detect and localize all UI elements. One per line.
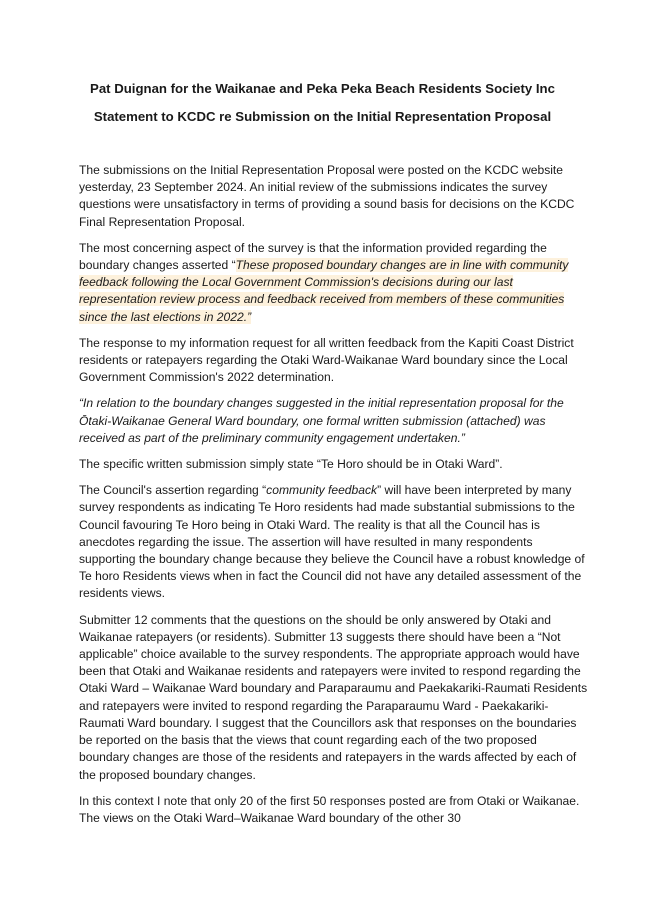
document-title: Pat Duignan for the Waikanae and Peka Peka Beach Residents Society Inc xyxy=(90,81,555,96)
paragraph-council-response-quote: “In relation to the boundary changes suggested in the initial representation proposal for the Ōtaki-Waikanae General Ward boundary, one formal written submission (attached) was received as part of the preliminary community engagement undertaken.” xyxy=(79,396,564,445)
paragraph-survey-concern-lead: The most concerning aspect of the survey is that the information provided regarding the boundary changes asserted “ xyxy=(79,240,547,273)
paragraph-council-assertion-rest: ” will have been interpreted by many survey respondents as indicating Te Horo residents had made substantial submissions to the Council favouring Te Horo being in Otaki Ward. The reality is that all the Council has is anecdotes regarding the issue. The assertion will have resulted in many respondents supporting the boundary change because they believe the Council have a robust knowledge of Te horo Residents views when in fact the Council did not have any detailed assessment of the residents views. xyxy=(79,483,585,601)
paragraph-survey-concern xyxy=(79,240,589,326)
paragraph-context: In this context I note that only 20 of the first 50 responses posted are from Otaki or Waikanae. The views on the Otaki Ward–Waikanae Ward boundary of the other 30 xyxy=(79,793,580,825)
highlighted-quote: These proposed boundary changes are in line with community feedback following the Local Government Commission's decisions during our last representation review process and feedback received from members of these communities since the last elections in 2022.” xyxy=(79,258,569,324)
document-subtitle: Statement to KCDC re Submission on the Initial Representation Proposal xyxy=(93,109,552,124)
paragraph-written-submission: The specific written submission simply state “Te Horo should be in Otaki Ward”. xyxy=(79,457,503,472)
paragraph-submitters: Submitter 12 comments that the questions on the should be only answered by Otaki and Waikanae ratepayers (or residents). Submitter 13 suggests there should have been a “Not applicable” choice available to the survey respondents. The appropriate approach would have been that Otaki and Waikanae residents and ratepayers were invited to respond regarding the Otaki Ward – Waikanae Ward boundary and Paraparaumu and Paekakariki-Raumati Residents and ratepayers were invited to respond regarding the Paraparaumu Ward - Paekakariki-Raumati Ward boundary. I suggest that the Councillors ask that responses on the boundaries be reported on the basis that the views that count regarding each of the two proposed boundary changes are those of the residents and ratepayers in the wards affected by each of the proposed boundary changes. xyxy=(79,612,588,782)
paragraph-council-assertion xyxy=(79,482,589,602)
paragraph-information-request: The response to my information request for all written feedback from the Kapiti Coast District residents or ratepayers regarding the Otaki Ward-Waikanae Ward boundary since the Local Government Commission's 2022 determination. xyxy=(79,335,574,385)
community-feedback-italic: community feedback xyxy=(266,483,378,498)
paragraph-council-assertion-lead: The Council's assertion regarding “ xyxy=(79,483,267,498)
paragraph-intro: The submissions on the Initial Representation Proposal were posted on the KCDC website yesterday, 23 September 2024. An initial review of the submissions indicates the survey questions were unsatisfactory in terms of providing a sound basis for decisions on the KCDC Final Representation Proposal. xyxy=(79,163,575,229)
document-body xyxy=(79,162,589,836)
